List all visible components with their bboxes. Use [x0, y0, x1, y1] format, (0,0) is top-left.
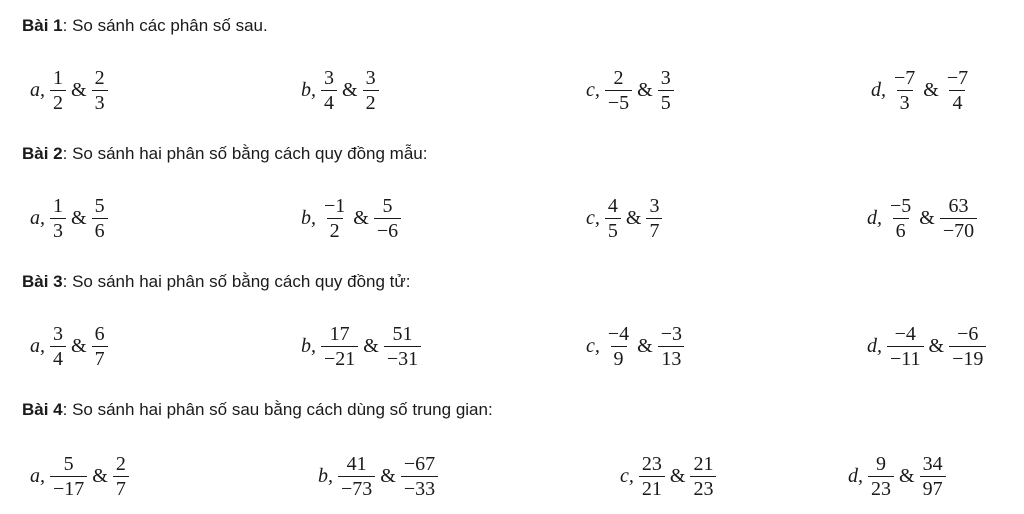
item-label: a,: [30, 79, 45, 101]
fraction-left-numerator: 1: [53, 67, 63, 89]
fraction-right-numerator: 34: [922, 453, 943, 475]
fraction-right-numerator: 51: [392, 323, 413, 345]
fraction-left: [887, 194, 914, 243]
exercise-1-item-a: [30, 66, 110, 115]
exercise-4-item-c: [620, 452, 718, 501]
item-label: d,: [867, 335, 882, 357]
fraction-left-denominator: 2: [50, 90, 66, 115]
fraction-left-denominator: −17: [50, 476, 87, 501]
ampersand: &: [71, 79, 87, 101]
fraction-right-denominator: 23: [690, 476, 716, 501]
fraction-left-numerator: −4: [894, 323, 916, 345]
exercise-title: Bài 2: [22, 144, 63, 163]
exercise-4-item-d: [848, 452, 948, 501]
fraction-right-denominator: 4: [949, 90, 965, 115]
fraction-right: [920, 452, 946, 501]
fraction-right-numerator: 3: [660, 67, 671, 89]
item-label: d,: [848, 465, 863, 487]
fraction-right-numerator: −6: [957, 323, 979, 345]
item-label: d,: [867, 207, 882, 229]
fraction-right: [92, 66, 108, 115]
fraction-left-denominator: −11: [887, 346, 924, 371]
fraction-right: [92, 194, 108, 243]
fraction-right: [949, 322, 986, 371]
fraction-right-numerator: 3: [649, 195, 660, 217]
ampersand: &: [919, 207, 935, 229]
fraction-left: [605, 322, 632, 371]
fraction-left-denominator: 4: [321, 90, 337, 115]
fraction-left: [321, 322, 358, 371]
fraction-right-numerator: 2: [115, 453, 126, 475]
fraction-left-numerator: 9: [876, 453, 886, 475]
fraction-left-denominator: −73: [338, 476, 375, 501]
fraction-left: [338, 452, 375, 501]
fraction-left-numerator: 5: [63, 453, 74, 475]
item-label: b,: [301, 207, 316, 229]
ampersand: &: [342, 79, 358, 101]
fraction-left-numerator: −7: [894, 67, 916, 89]
fraction-left-denominator: 23: [868, 476, 894, 501]
exercise-instruction: : So sánh hai phân số bằng cách quy đồng mẫu:: [62, 144, 428, 163]
fraction-left-numerator: 23: [641, 453, 662, 475]
fraction-left-denominator: 3: [897, 90, 913, 115]
exercise-2-item-b: [301, 194, 403, 243]
exercise-3-item-d: [867, 322, 988, 371]
exercise-instruction: : So sánh các phân số sau.: [62, 16, 268, 35]
item-label: a,: [30, 207, 45, 229]
fraction-right-numerator: 63: [948, 195, 969, 217]
fraction-right: [658, 66, 674, 115]
ampersand: &: [928, 335, 945, 357]
fraction-right-denominator: 7: [92, 346, 108, 371]
item-label: b,: [301, 335, 316, 357]
fraction-right-denominator: 5: [658, 90, 674, 115]
fraction-left: [50, 194, 66, 243]
fraction-left-numerator: −5: [890, 195, 912, 217]
fraction-left: [639, 452, 665, 501]
exercise-instruction: : So sánh hai phân số sau bằng cách dùng số trung gian:: [62, 400, 493, 419]
exercise-3-item-c: [586, 322, 687, 371]
fraction-right-numerator: 3: [365, 67, 376, 89]
fraction-right-denominator: 7: [113, 476, 129, 501]
fraction-left: [605, 194, 621, 243]
ampersand: &: [71, 207, 87, 229]
fraction-right: [92, 322, 108, 371]
exercise-2-item-d: [867, 194, 979, 243]
fraction-left: [321, 66, 337, 115]
ampersand: &: [625, 207, 642, 229]
fraction-right: [363, 66, 379, 115]
ampersand: &: [380, 465, 396, 487]
item-label: a,: [30, 465, 45, 487]
fraction-left-denominator: 6: [893, 218, 909, 243]
fraction-left-numerator: −1: [324, 195, 346, 217]
fraction-right-denominator: −70: [940, 218, 977, 243]
fraction-right-denominator: 7: [646, 218, 662, 243]
fraction-left-denominator: −21: [321, 346, 358, 371]
item-label: d,: [871, 79, 886, 101]
fraction-left-denominator: 3: [50, 218, 66, 243]
fraction-left: [50, 322, 66, 371]
fraction-right: [384, 322, 421, 371]
exercise-2-item-a: [30, 194, 110, 243]
fraction-right-denominator: 6: [92, 218, 108, 243]
fraction-right: [658, 322, 685, 371]
exercise-4-item-a: [30, 452, 131, 501]
item-label: b,: [301, 79, 316, 101]
fraction-right-numerator: −7: [946, 67, 969, 89]
item-label: c,: [586, 207, 600, 229]
fraction-left-numerator: 41: [346, 453, 367, 475]
fraction-right: [646, 194, 662, 243]
fraction-left-denominator: −5: [605, 90, 632, 115]
ampersand: &: [71, 335, 87, 357]
fraction-left-numerator: 1: [53, 195, 63, 217]
ampersand: &: [353, 207, 369, 229]
fraction-right-numerator: 2: [94, 67, 105, 89]
ampersand: &: [363, 335, 379, 357]
fraction-left: [605, 66, 632, 115]
fraction-right-numerator: 6: [94, 323, 105, 345]
item-label: c,: [620, 465, 634, 487]
fraction-left: [50, 66, 66, 115]
exercise-instruction: : So sánh hai phân số bằng cách quy đồng tử:: [62, 272, 411, 291]
ampersand: &: [669, 465, 686, 487]
fraction-right-denominator: −6: [374, 218, 401, 243]
fraction-left-numerator: 3: [53, 323, 63, 345]
fraction-left: [887, 322, 924, 371]
fraction-right: [401, 452, 438, 501]
fraction-right-numerator: 21: [693, 453, 714, 475]
exercise-heading-2: [22, 144, 427, 164]
item-label: c,: [586, 79, 600, 101]
fraction-right-denominator: 2: [363, 90, 379, 115]
exercise-heading-4: [22, 400, 493, 420]
ampersand: &: [637, 79, 653, 101]
exercise-title: Bài 4: [22, 400, 63, 419]
fraction-left: [868, 452, 894, 501]
fraction-left-numerator: −4: [607, 323, 630, 345]
fraction-left-denominator: 5: [605, 218, 621, 243]
fraction-right-denominator: 97: [920, 476, 946, 501]
exercise-heading-3: [22, 272, 411, 292]
exercise-heading-1: [22, 16, 268, 36]
fraction-right: [944, 66, 971, 115]
ampersand: &: [923, 79, 939, 101]
exercise-1-item-d: [871, 66, 973, 115]
fraction-left-numerator: 4: [607, 195, 618, 217]
exercise-1-item-c: [586, 66, 676, 115]
exercise-title: Bài 3: [22, 272, 63, 291]
fraction-left-denominator: 21: [639, 476, 665, 501]
ampersand: &: [637, 335, 653, 357]
fraction-right-denominator: −19: [949, 346, 986, 371]
fraction-left-numerator: 3: [324, 67, 334, 89]
fraction-left: [50, 452, 87, 501]
fraction-right-denominator: −33: [401, 476, 438, 501]
exercise-2-item-c: [586, 194, 664, 243]
fraction-right: [113, 452, 129, 501]
fraction-left-denominator: 4: [50, 346, 66, 371]
fraction-left-denominator: 9: [611, 346, 627, 371]
fraction-right-numerator: −67: [403, 453, 436, 475]
ampersand: &: [92, 465, 108, 487]
fraction-left-numerator: 17: [329, 323, 350, 345]
exercise-3-item-b: [301, 322, 423, 371]
exercise-1-item-b: [301, 66, 381, 115]
fraction-right: [374, 194, 401, 243]
item-label: c,: [586, 335, 600, 357]
fraction-right-numerator: −3: [660, 323, 683, 345]
fraction-right: [690, 452, 716, 501]
fraction-left: [891, 66, 918, 115]
exercise-4-item-b: [318, 452, 440, 501]
fraction-left: [321, 194, 348, 243]
ampersand: &: [899, 465, 915, 487]
fraction-right-denominator: 13: [658, 346, 684, 371]
fraction-left-numerator: 2: [613, 67, 624, 89]
fraction-right-numerator: 5: [382, 195, 393, 217]
fraction-right-denominator: −31: [384, 346, 421, 371]
fraction-right: [940, 194, 977, 243]
item-label: a,: [30, 335, 45, 357]
exercise-3-item-a: [30, 322, 110, 371]
fraction-right-numerator: 5: [94, 195, 105, 217]
item-label: b,: [318, 465, 333, 487]
fraction-left-denominator: 2: [327, 218, 343, 243]
fraction-right-denominator: 3: [92, 90, 108, 115]
exercise-title: Bài 1: [22, 16, 63, 35]
